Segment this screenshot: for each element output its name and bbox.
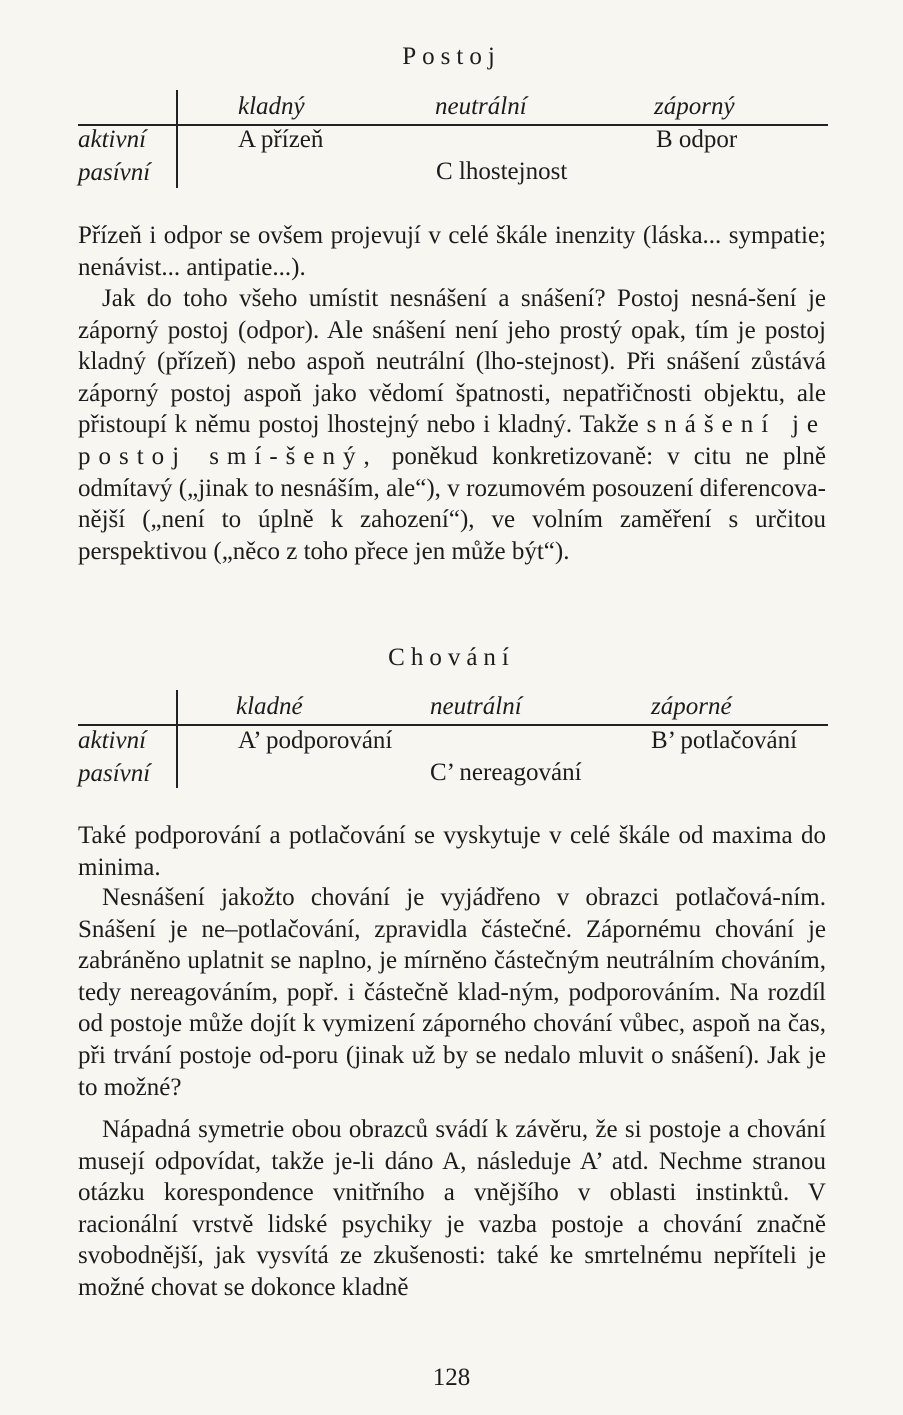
paragraph-3: Také podporování a potlačování se vyskytuje v celé škále od maxima do minima. (78, 822, 826, 881)
paragraph-4: Nesnášení jakožto chování je vyjádřeno v obrazci potlačová-ním. Snášení je ne–potlačování, zpravidla částečné. Zápornému chování je zabráněno uplatnit se naplno, je mírněno částečným neutrálním chováním, tedy nereagováním, popř. i částečně klad-ným, podporováním. Na rozdíl od postoje může dojít k vymizení záporného chování vůbec, aspoň na čas, při trvání postoje od-poru (jinak už by se nedalo mluvit o snášení). Jak je to možné? (78, 884, 826, 1101)
table-divider-vertical (176, 90, 178, 188)
chovani-heading: Chování (388, 644, 515, 671)
cell-c-lhostejnost: C lhostejnost (436, 158, 568, 185)
row-header-pasivni: pasívní (78, 159, 151, 186)
col-header-zaporne: záporné (651, 693, 732, 720)
cell-a-podporovani: A’ podporování (238, 727, 393, 754)
cell-a-prizen: A přízeň (238, 126, 324, 153)
row-header-aktivni: aktivní (78, 126, 147, 153)
paragraph-1: Přízeň i odpor se ovšem projevují v celé škále inenzity (láska... sympatie; nenávist... antipatie...). (78, 222, 826, 281)
paragraph-2 (78, 283, 826, 567)
paragraph-2-text: Jak do toho všeho umístit nesnášení a snášení? Postoj nesná-šení je záporný postoj (odpor). Ale snášení není jeho prostý opak, tím je postoj kladný (přízeň) nebo aspoň neutrální (lho-stejnost). Při snášení zůstává záporný postoj aspoň jako vědomí špatnosti, nepatřičnosti objektu, ale přistoupí k němu postoj lhostejný nebo i kladný. Takže (78, 285, 826, 439)
postoj-table (78, 90, 828, 190)
col-header-neutralni: neutrální (430, 693, 522, 720)
postoj-heading: Postoj (402, 43, 501, 70)
cell-c-nereagovani: C’ nereagování (430, 759, 582, 786)
paragraph-5: Nápadná symetrie obou obrazců svádí k závěru, že si postoje a chování musejí odpovídat, takže je-li dáno A, následuje A’ atd. Nechme stranou otázku korespondence vnitřního a vnějšího v oblasti instinktů. V racionální vrstvě lidské psychiky je vazba postoje a chování značně svobodnější, jak vysvítá ze zkušenosti: také ke smrtelnému nepříteli je možné chovat se dokonce kladně (78, 1116, 826, 1301)
table-divider-horizontal (78, 724, 828, 726)
cell-b-potlacovani: B’ potlačování (651, 727, 798, 754)
col-header-kladne: kladné (236, 693, 303, 720)
table-divider-vertical (176, 690, 178, 788)
cell-b-odpor: B odpor (656, 126, 738, 153)
chovani-table (78, 690, 828, 790)
col-header-neutralni: neutrální (435, 93, 527, 120)
page-number: 128 (432, 1364, 471, 1391)
row-header-pasivni: pasívní (78, 760, 151, 787)
col-header-kladny: kladný (238, 93, 305, 120)
paragraph-2-end: poněkud konkretizovaně: v citu ne plně odmítavý („jinak to nesnáším, ale“), v rozumovém posouzení diferencova-nější („není to úplně k zahození“), ve volním zaměření s určitou perspektivou („něco z toho přece jen může být“). (78, 442, 826, 565)
col-header-zaporny: záporný (654, 93, 735, 120)
spaced-emphasis: snášení je postoj smí-šený, (78, 411, 826, 470)
row-header-aktivni: aktivní (78, 727, 147, 754)
